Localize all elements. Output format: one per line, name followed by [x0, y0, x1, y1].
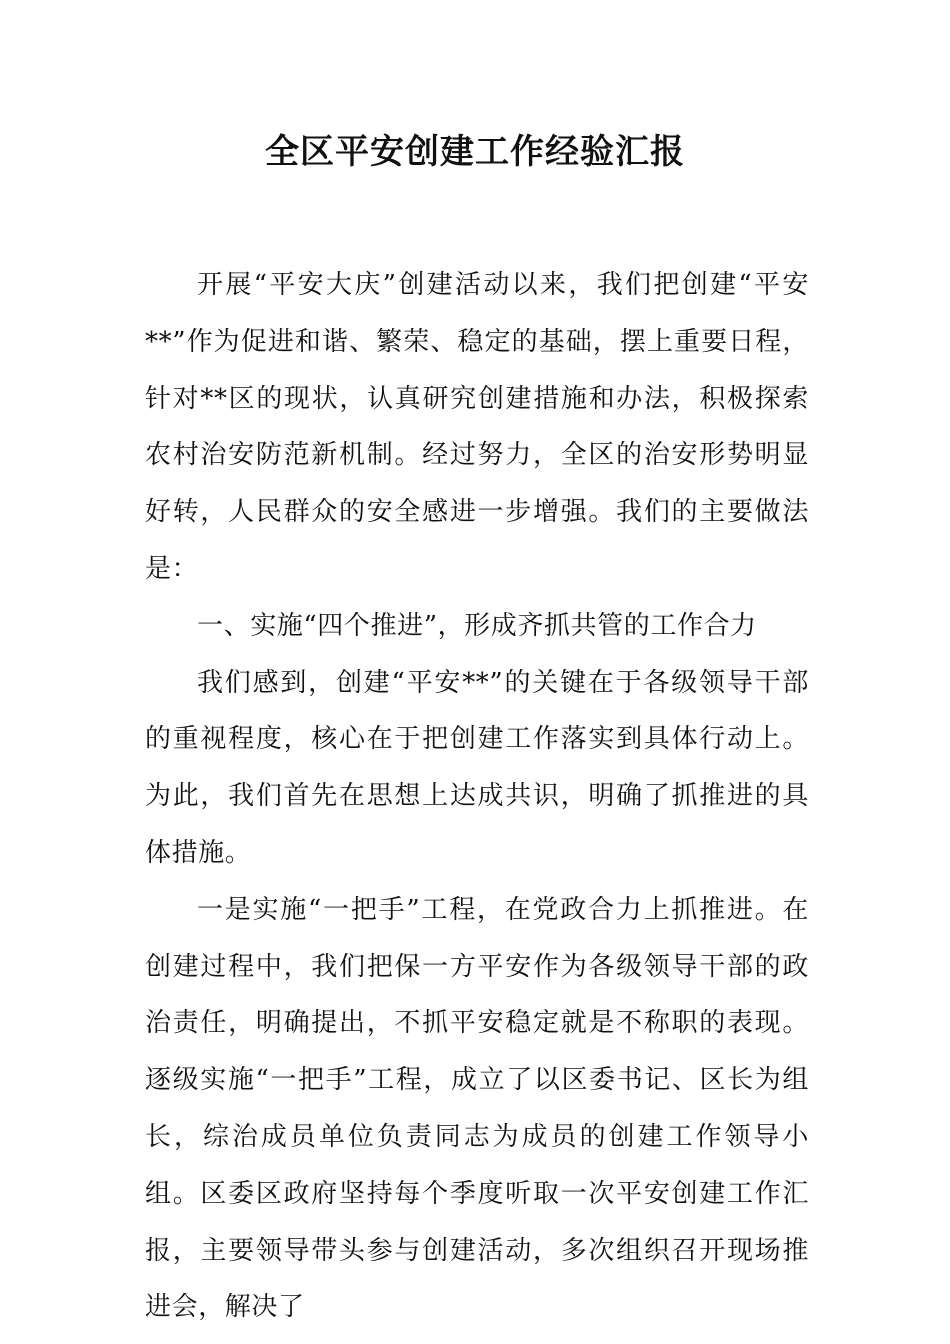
paragraph-section-1-intro: 我们感到，创建“平安**”的关键在于各级领导干部的重视程度，核心在于把创建工作落实到具体行动上。为此，我们首先在思想上达成共识，明确了抓推进的具体措施。 [145, 667, 809, 868]
paragraph-point-1: 一是实施“一把手”工程，在党政合力上抓推进。在创建过程中，我们把保一方平安作为各级领导干部的政治责任，明确提出，不抓平安稳定就是不称职的表现。逐级实施“一把手”工程，成立了以区委书记、区长为组长，综治成员单位负责同志为成员的创建工作领导小组。区委区政府坚持每个季度听取一次平安创建工作汇报，主要领导带头参与创建活动，多次组织召开现场推进会，解决了 [145, 894, 809, 1323]
document-title: 全区平安创建工作经验汇报 [265, 132, 685, 172]
paragraph-intro: 开展“平安大庆”创建活动以来，我们把创建“平安**”作为促进和谐、繁荣、稳定的基础，摆上重要日程，针对**区的现状，认真研究创建措施和办法，积极探索农村治安防范新机制。经过努力，全区的治安形势明显好转，人民群众的安全感进一步增强。我们的主要做法是： [145, 270, 809, 584]
document-body [145, 257, 809, 1336]
section-heading-1: 一、实施“四个推进”，形成齐抓共管的工作合力 [197, 610, 757, 641]
